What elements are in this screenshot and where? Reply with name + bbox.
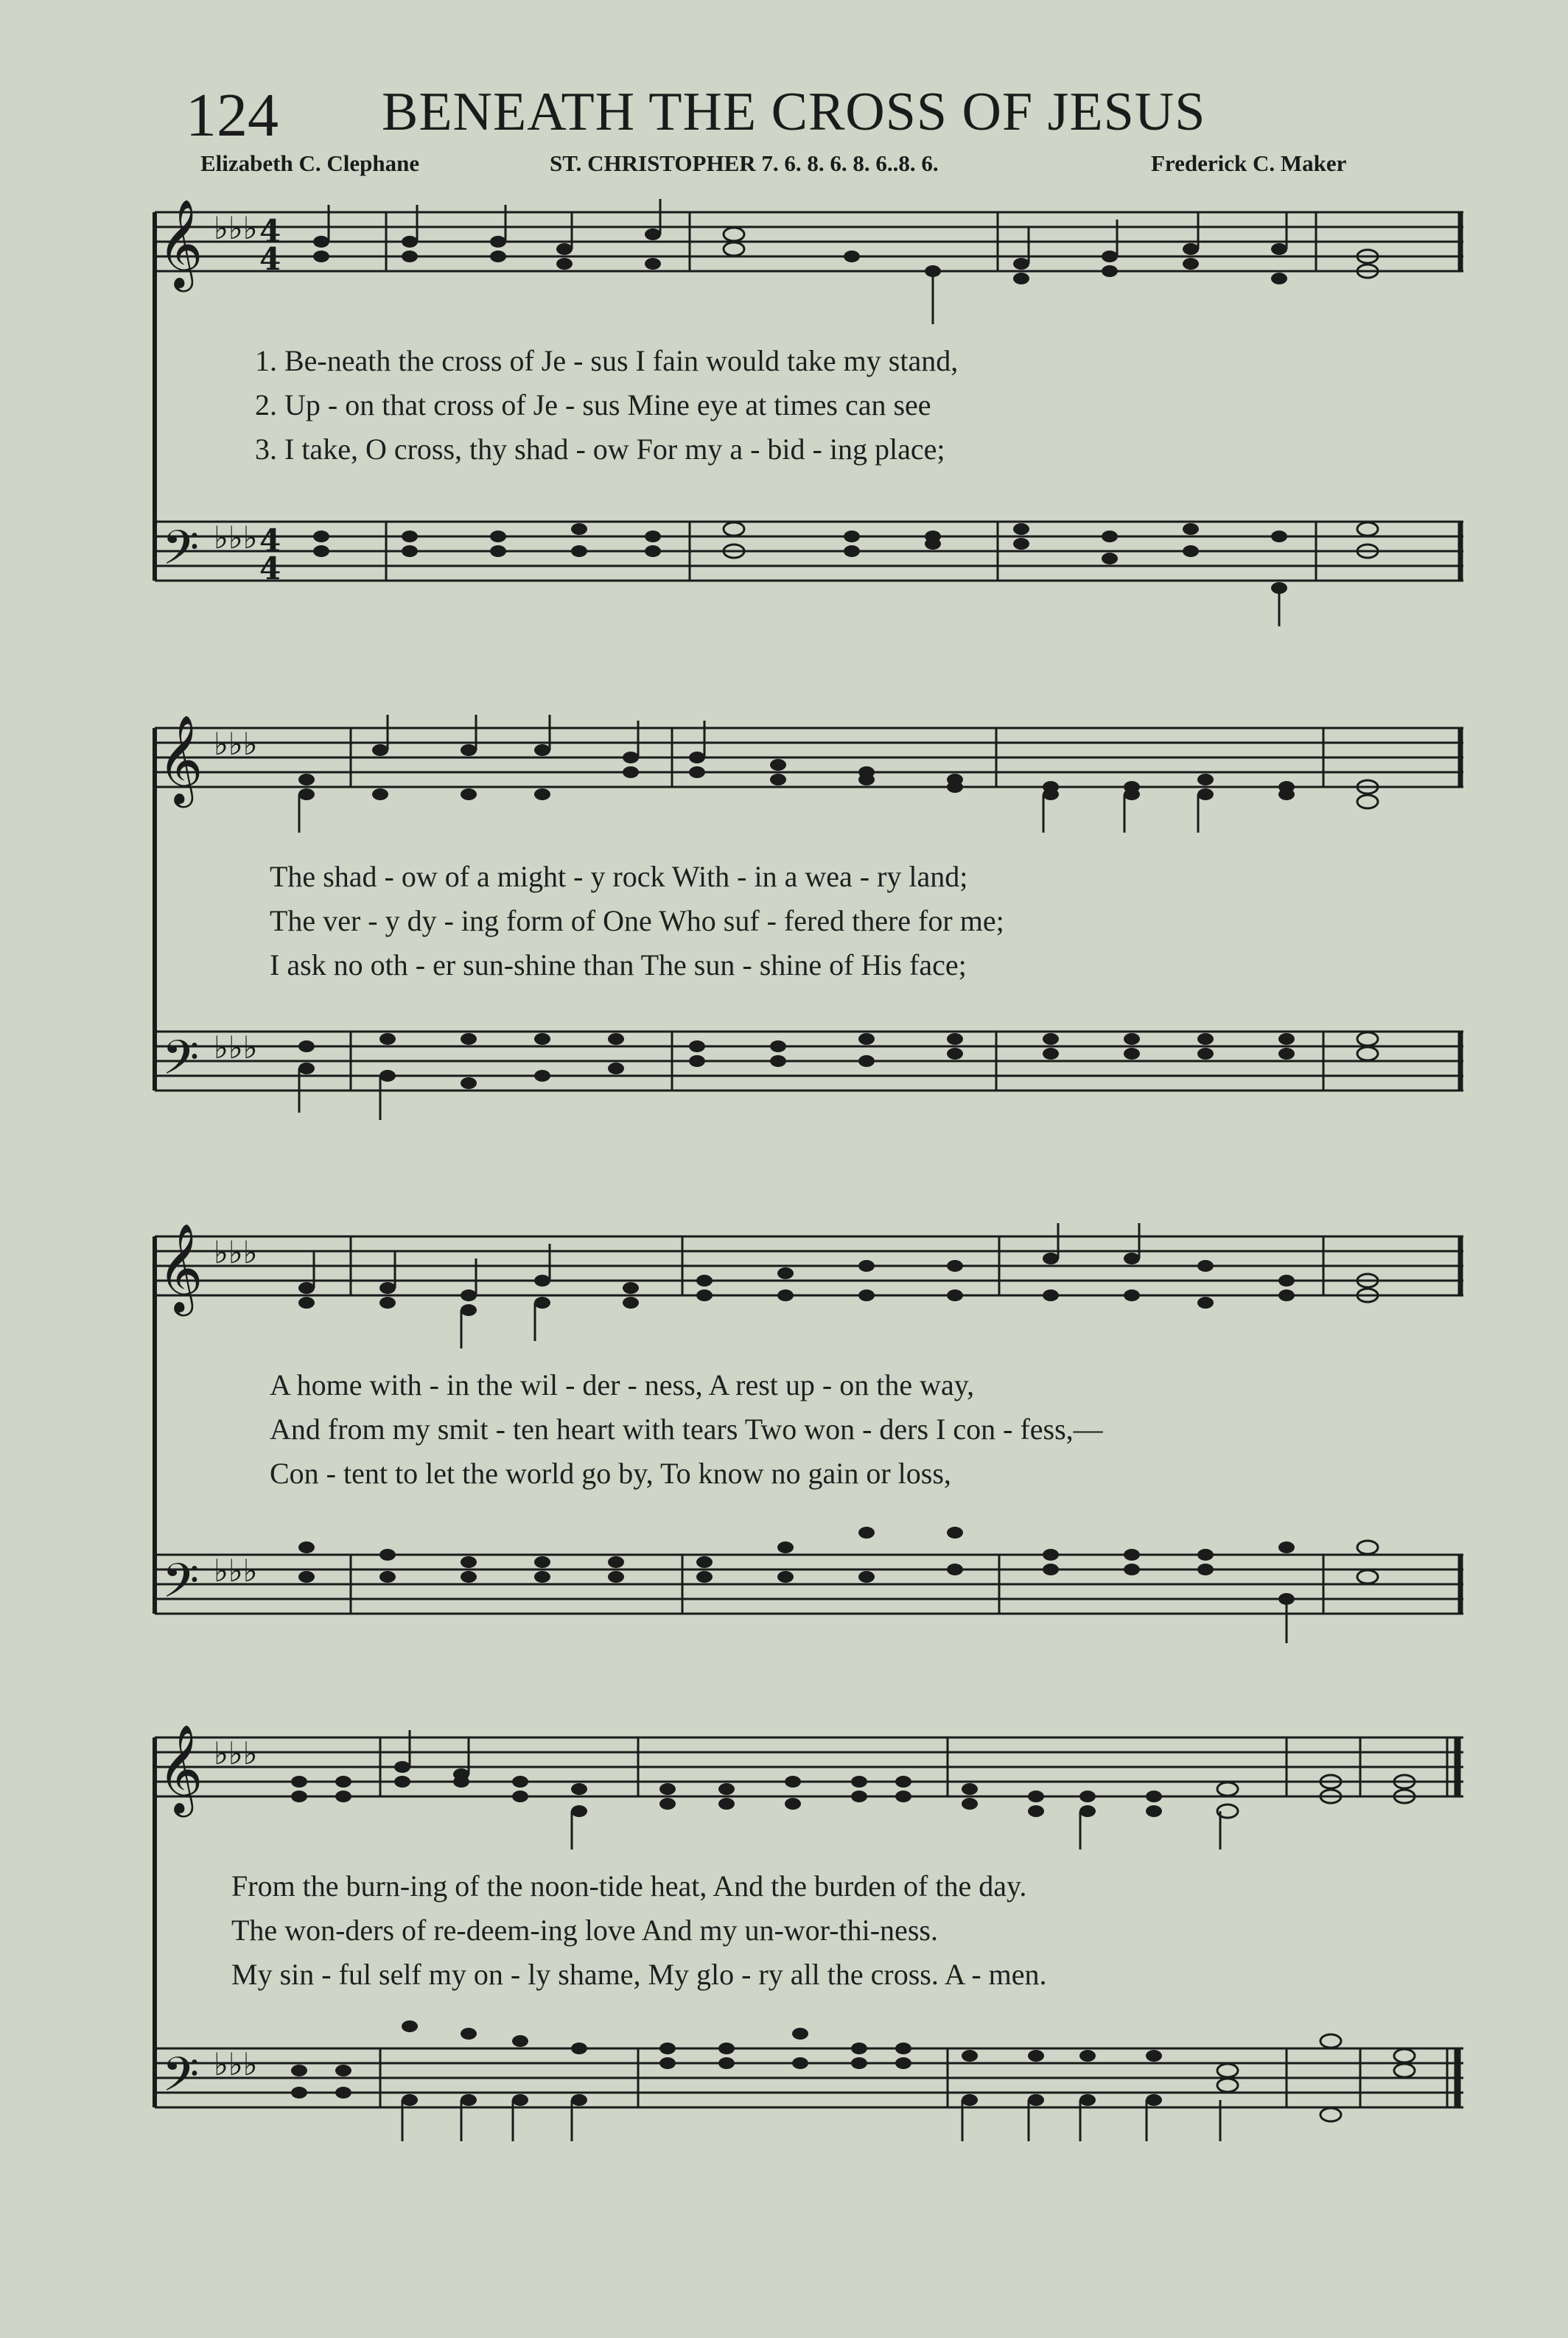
svg-text:♭♭♭: ♭♭♭ — [214, 1735, 258, 1771]
svg-text:4: 4 — [259, 241, 281, 277]
music-system-2 — [152, 715, 1471, 1135]
svg-text:𝄞: 𝄞 — [158, 1724, 203, 1813]
svg-text:𝄞: 𝄞 — [158, 715, 203, 804]
svg-text:♭♭♭: ♭♭♭ — [214, 1553, 258, 1589]
svg-text:♭♭♭: ♭♭♭ — [214, 519, 258, 556]
svg-text:♭♭♭: ♭♭♭ — [214, 210, 258, 246]
svg-text:𝄞: 𝄞 — [158, 1223, 203, 1312]
staff-graphics — [152, 199, 1471, 648]
svg-text:𝄢: 𝄢 — [162, 2048, 200, 2114]
svg-text:♭♭♭: ♭♭♭ — [214, 1234, 258, 1270]
music-system-1 — [152, 199, 1471, 648]
lyric-verse-2: The won-ders of re-deem-ing love And my un-wor-thi-ness. — [231, 1914, 938, 1947]
lyric-verse-1: The shad - ow of a might - y rock With - in a wea - ry land; — [270, 860, 968, 893]
lyric-verse-1: From the burn-ing of the noon-tide heat, And the burden of the day. — [231, 1869, 1027, 1903]
lyric-verse-1: 1. Be-neath the cross of Je - sus I fain would take my stand, — [255, 344, 959, 377]
svg-text:4: 4 — [259, 522, 281, 559]
lyric-verse-1: A home with - in the wil - der - ness, A rest up - on the way, — [270, 1368, 975, 1401]
music-system-3 — [152, 1223, 1471, 1665]
svg-text:𝄢: 𝄢 — [162, 521, 200, 587]
svg-text:𝄢: 𝄢 — [162, 1554, 200, 1620]
composer-credit: Frederick C. Maker — [1151, 150, 1347, 176]
lyric-verse-3: 3. I take, O cross, thy shad - ow For my a - bid - ing place; — [255, 433, 945, 466]
svg-text:𝄞: 𝄞 — [158, 199, 203, 288]
lyric-verse-3: My sin - ful self my on - ly shame, My glo - ry all the cross. A - men. — [231, 1958, 1047, 1991]
hymn-title: BENEATH THE CROSS OF JESUS — [382, 82, 1206, 142]
lyric-verse-3: Con - tent to let the world go by, To know no gain or loss, — [270, 1457, 951, 1490]
svg-text:4: 4 — [259, 213, 281, 249]
tune-name: ST. CHRISTOPHER 7. 6. 8. 6. 8. 6..8. 6. — [550, 150, 939, 176]
music-system-4 — [152, 1724, 1471, 2152]
svg-text:♭♭♭: ♭♭♭ — [214, 2046, 258, 2082]
author-credit: Elizabeth C. Clephane — [200, 150, 420, 176]
svg-text:𝄢: 𝄢 — [162, 1031, 200, 1097]
svg-text:4: 4 — [259, 550, 281, 587]
svg-text:♭♭♭: ♭♭♭ — [214, 1029, 258, 1065]
lyric-verse-2: And from my smit - ten heart with tears Two won - ders I con - fess,— — [270, 1413, 1103, 1446]
svg-text:♭♭♭: ♭♭♭ — [214, 726, 258, 762]
lyric-verse-2: The ver - y dy - ing form of One Who suf - fered there for me; — [270, 904, 1004, 937]
hymn-number: 124 — [186, 81, 279, 150]
lyric-verse-3: I ask no oth - er sun-shine than The sun - shine of His face; — [270, 948, 967, 981]
lyric-verse-2: 2. Up - on that cross of Je - sus Mine eye at times can see — [255, 388, 931, 421]
